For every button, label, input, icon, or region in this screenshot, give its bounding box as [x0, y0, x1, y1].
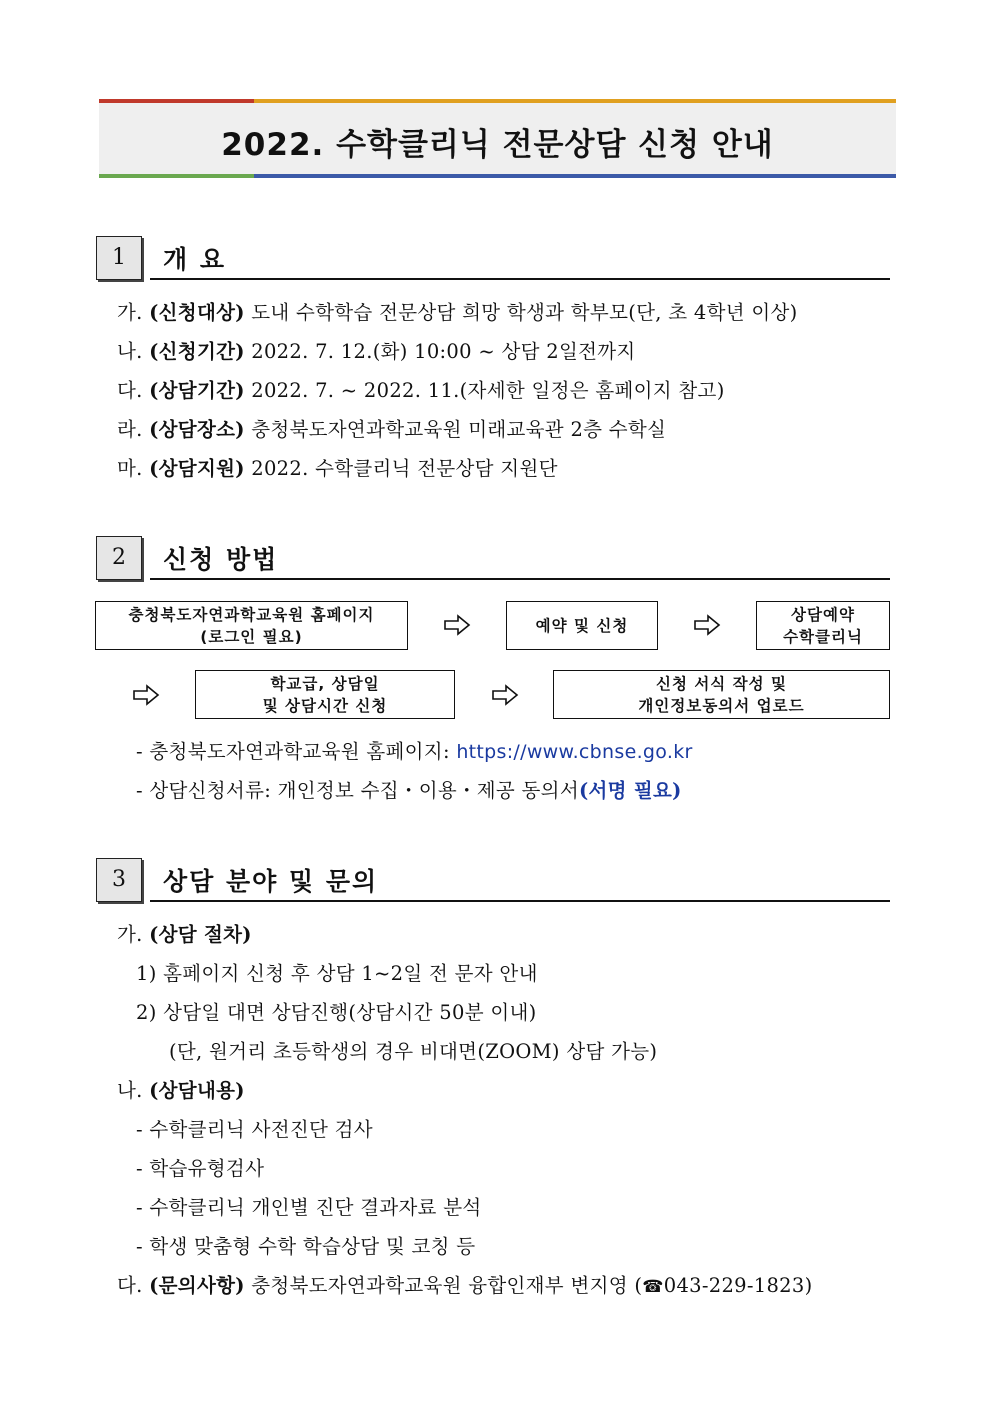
section-title-method: 신청 방법: [163, 545, 279, 574]
section-rule: [150, 578, 890, 580]
section-number-3: 3: [96, 858, 142, 902]
homepage-note: - 충청북도자연과학교육원 홈페이지: https://www.cbnse.go.kr: [136, 740, 693, 763]
documents-note: - 상담신청서류: 개인정보 수집・이용・제공 동의서(서명 필요): [136, 779, 682, 802]
inquiry-line: 다. (문의사항) 충청북도자연과학교육원 융합인재부 변지영 (☎043-229-1823): [117, 1274, 813, 1297]
section-rule: [150, 900, 890, 902]
section-rule: [150, 278, 890, 280]
right-arrow-icon: [491, 684, 519, 706]
overview-item-period: 나. (신청기간) 2022. 7. 12.(화) 10:00 ~ 상담 2일전까지: [117, 340, 636, 363]
procedure-step: 1) 홈페이지 신청 후 상담 1~2일 전 문자 안내: [136, 962, 538, 985]
content-heading: 나. (상담내용): [117, 1079, 245, 1102]
overview-item-target: 가. (신청대상) 도내 수학학습 전문상담 희망 학생과 학부모(단, 초 4학년 이상): [117, 301, 798, 324]
banner-accent-green: [99, 174, 254, 178]
phone-icon: ☎: [642, 1277, 664, 1297]
homepage-link[interactable]: https://www.cbnse.go.kr: [456, 741, 693, 763]
right-arrow-icon: [132, 684, 160, 706]
flow-step-homepage: 충청북도자연과학교육원 홈페이지 (로그인 필요): [95, 601, 408, 650]
banner-accent-red: [99, 99, 254, 103]
content-item: - 학생 맞춤형 수학 학습상담 및 코칭 등: [136, 1235, 476, 1258]
section-number-2: 2: [96, 536, 142, 580]
procedure-heading: 가. (상담 절차): [117, 923, 252, 946]
flow-step-schedule: 학교급, 상담일 및 상담시간 신청: [195, 670, 455, 719]
procedure-step: 2) 상담일 대면 상담진행(상담시간 50분 이내): [136, 1001, 537, 1024]
content-item: - 수학클리닉 개인별 진단 결과자료 분석: [136, 1196, 482, 1219]
flow-step-upload: 신청 서식 작성 및 개인정보동의서 업로드: [553, 670, 890, 719]
page-title: 2022. 수학클리닉 전문상담 신청 안내: [221, 127, 774, 163]
overview-item-consult-period: 다. (상담기간) 2022. 7. ~ 2022. 11.(자세한 일정은 홈페이지 참고): [117, 379, 725, 402]
right-arrow-icon: [693, 614, 721, 636]
title-banner: [99, 99, 896, 178]
section-title-consult: 상담 분야 및 문의: [163, 867, 379, 896]
banner-accent-blue: [254, 174, 896, 178]
flow-step-clinic: 상담예약 수학클리닉: [756, 601, 890, 650]
section-number-1: 1: [96, 236, 142, 280]
content-item: - 수학클리닉 사전진단 검사: [136, 1118, 373, 1141]
right-arrow-icon: [443, 614, 471, 636]
content-item: - 학습유형검사: [136, 1157, 265, 1180]
section-title-overview: 개 요: [163, 245, 227, 274]
procedure-step-note: (단, 원거리 초등학생의 경우 비대면(ZOOM) 상담 가능): [169, 1040, 658, 1063]
overview-item-place: 라. (상담장소) 충청북도자연과학교육원 미래교육관 2층 수학실: [117, 418, 667, 441]
banner-accent-orange: [254, 99, 896, 103]
flow-step-reserve: 예약 및 신청: [506, 601, 658, 650]
overview-item-support: 마. (상담지원) 2022. 수학클리닉 전문상담 지원단: [117, 457, 558, 480]
